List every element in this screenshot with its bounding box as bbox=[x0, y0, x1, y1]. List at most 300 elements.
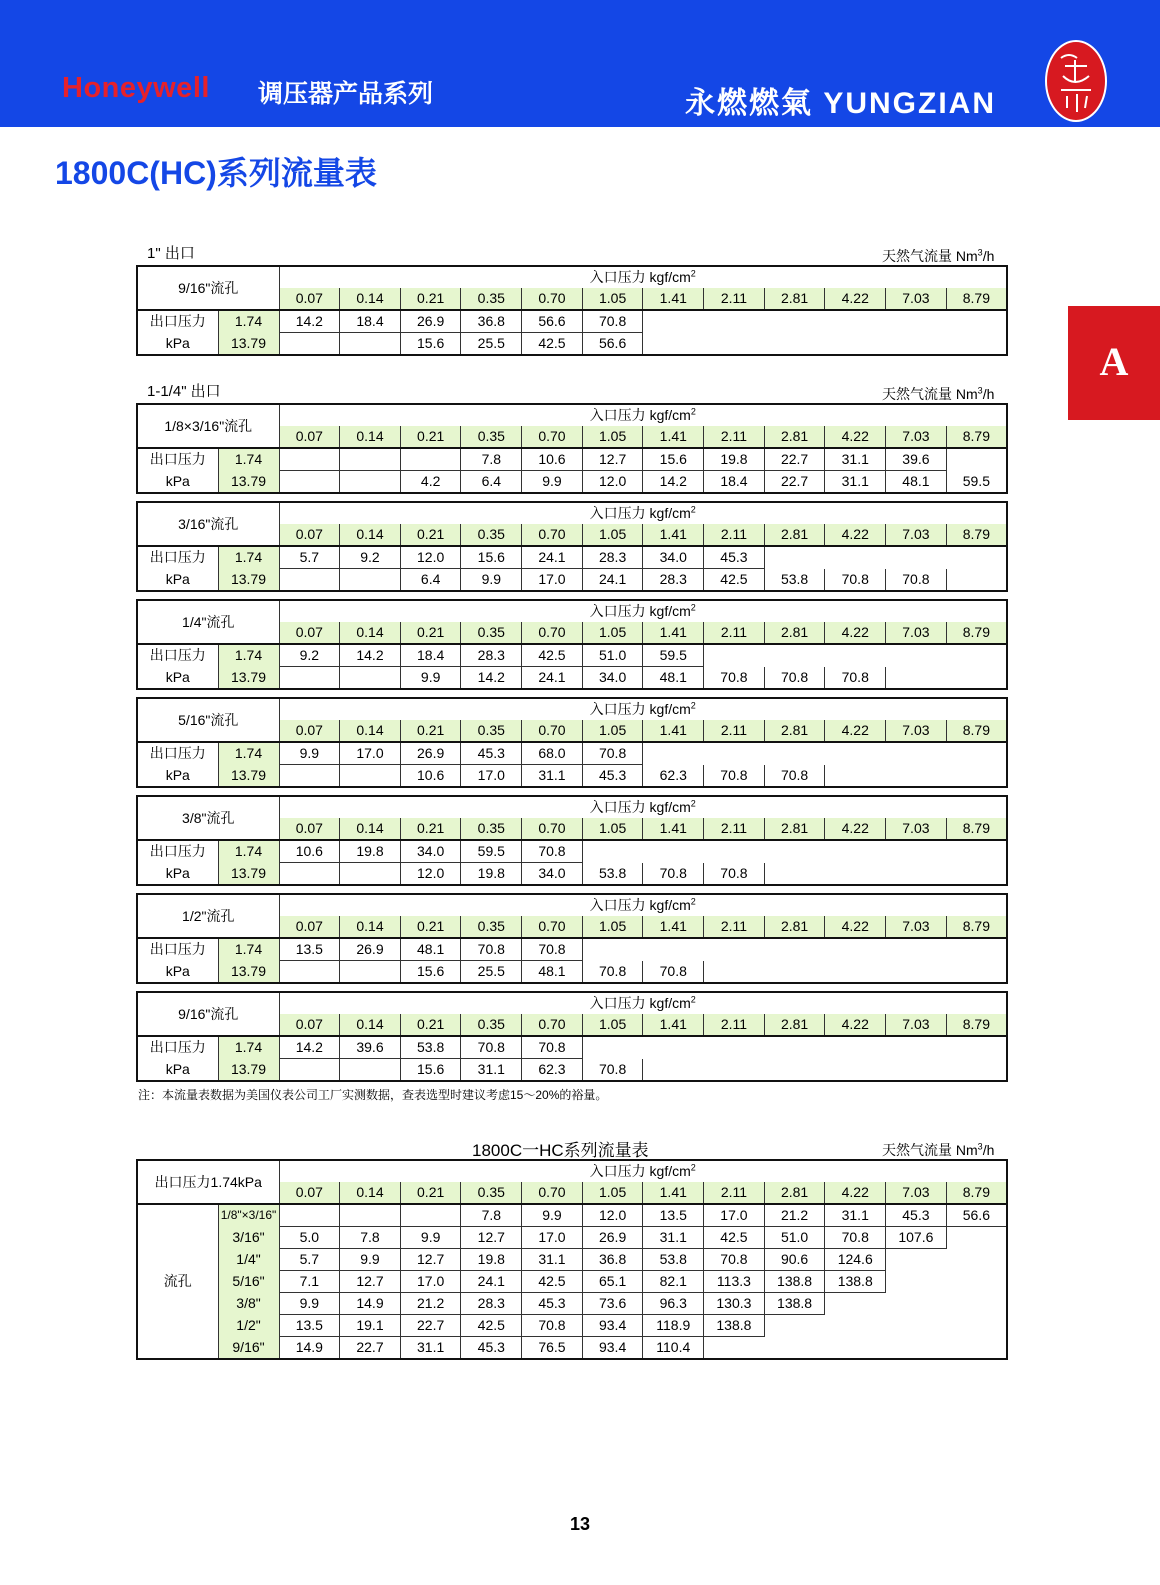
flow-value-cell: 59.5 bbox=[461, 840, 522, 863]
flow-value-cell: 70.8 bbox=[825, 1227, 886, 1249]
unit-tail: /h bbox=[982, 386, 995, 402]
unit-sup: 3 bbox=[977, 247, 983, 258]
flow-value-cell bbox=[946, 840, 1007, 863]
table-row bbox=[137, 644, 1007, 667]
flow-value-cell bbox=[825, 1293, 886, 1315]
inlet-pressure-value: 0.14 bbox=[340, 916, 401, 938]
flow-value-cell: 10.6 bbox=[522, 448, 583, 471]
unit-label bbox=[882, 246, 994, 266]
table-row bbox=[137, 938, 1007, 961]
orifice-side-label: 流孔 bbox=[137, 1204, 218, 1359]
flow-value-cell: 70.8 bbox=[522, 840, 583, 863]
unit-text: 天然气流量 Nm bbox=[882, 248, 978, 264]
flow-value-cell bbox=[704, 742, 765, 765]
flow-value-cell: 24.1 bbox=[522, 546, 583, 569]
header-row bbox=[137, 266, 1007, 288]
inlet-pressure-value: 1.05 bbox=[582, 1182, 643, 1204]
orifice-label: 1/4"流孔 bbox=[137, 600, 279, 644]
header-banner bbox=[0, 0, 1160, 127]
inlet-pressure-value: 1.05 bbox=[582, 288, 643, 310]
flow-value-cell: 9.9 bbox=[400, 667, 461, 690]
outlet-pressure-value: 13.79 bbox=[218, 569, 279, 592]
inlet-label-sup: 2 bbox=[690, 896, 696, 907]
flow-value-cell: 5.7 bbox=[279, 546, 340, 569]
flow-value-cell: 34.0 bbox=[643, 546, 704, 569]
flow-value-cell: 7.8 bbox=[461, 448, 522, 471]
inlet-pressure-value: 0.35 bbox=[461, 288, 522, 310]
flow-value-cell: 15.6 bbox=[461, 546, 522, 569]
table-row bbox=[137, 1271, 1007, 1293]
table-row bbox=[137, 471, 1007, 494]
inlet-pressure-label bbox=[279, 600, 1007, 622]
inlet-pressure-value: 4.22 bbox=[825, 622, 886, 644]
inlet-pressure-value: 2.81 bbox=[764, 818, 825, 840]
flow-value-cell bbox=[643, 1036, 704, 1059]
flow-value-cell bbox=[886, 742, 947, 765]
inlet-label-text: 入口压力 kgf/cm bbox=[589, 995, 691, 1011]
flow-value-cell: 42.5 bbox=[522, 333, 583, 356]
orifice-size: 1/2" bbox=[218, 1315, 279, 1337]
flow-value-cell: 12.7 bbox=[340, 1271, 401, 1293]
flow-value-cell: 19.8 bbox=[461, 863, 522, 886]
table-row bbox=[137, 448, 1007, 471]
inlet-label-text: 入口压力 kgf/cm bbox=[589, 505, 691, 521]
inlet-pressure-value: 0.21 bbox=[400, 524, 461, 546]
table-row bbox=[137, 863, 1007, 886]
orifice-label: 9/16"流孔 bbox=[137, 992, 279, 1036]
flow-value-cell bbox=[279, 569, 340, 592]
flow-value-cell bbox=[400, 1204, 461, 1227]
flow-value-cell: 14.9 bbox=[279, 1337, 340, 1360]
outlet-pressure-value: 13.79 bbox=[218, 863, 279, 886]
outlet-pressure-corner: 出口压力1.74kPa bbox=[137, 1160, 279, 1204]
outlet-pressure-label: 出口压力 bbox=[137, 742, 218, 765]
flow-value-cell: 9.9 bbox=[279, 742, 340, 765]
flow-value-cell: 51.0 bbox=[764, 1227, 825, 1249]
header-row bbox=[137, 600, 1007, 622]
flow-value-cell: 13.5 bbox=[643, 1204, 704, 1227]
orifice-size: 9/16" bbox=[218, 1337, 279, 1360]
inlet-pressure-value: 2.11 bbox=[704, 288, 765, 310]
inlet-pressure-value: 8.79 bbox=[946, 916, 1007, 938]
flow-value-cell: 65.1 bbox=[582, 1271, 643, 1293]
outlet-pressure-label: 出口压力 bbox=[137, 448, 218, 471]
inlet-label-text: 入口压力 kgf/cm bbox=[589, 269, 691, 285]
inlet-label-text: 入口压力 kgf/cm bbox=[589, 603, 691, 619]
flow-value-cell bbox=[764, 546, 825, 569]
inlet-pressure-value: 0.07 bbox=[279, 622, 340, 644]
flow-value-cell: 31.1 bbox=[522, 1249, 583, 1271]
inlet-pressure-value: 7.03 bbox=[886, 1014, 947, 1036]
company-name: 永燃燃氣 YUNGZIAN bbox=[685, 87, 996, 120]
outlet-pressure-value: 13.79 bbox=[218, 333, 279, 356]
flow-value-cell: 18.4 bbox=[704, 471, 765, 494]
flow-value-cell: 45.3 bbox=[461, 1337, 522, 1360]
flow-value-cell bbox=[886, 938, 947, 961]
flow-value-cell: 53.8 bbox=[643, 1249, 704, 1271]
flow-value-cell: 70.8 bbox=[582, 961, 643, 984]
flow-value-cell: 6.4 bbox=[400, 569, 461, 592]
inlet-pressure-value: 1.05 bbox=[582, 916, 643, 938]
inlet-label-sup: 2 bbox=[690, 602, 696, 613]
inlet-label-sup: 2 bbox=[690, 504, 696, 515]
flow-value-cell: 56.6 bbox=[582, 333, 643, 356]
flow-value-cell: 14.2 bbox=[279, 310, 340, 333]
flow-value-cell: 17.0 bbox=[400, 1271, 461, 1293]
flow-value-cell bbox=[825, 742, 886, 765]
table-row bbox=[137, 961, 1007, 984]
flow-value-cell: 70.8 bbox=[704, 667, 765, 690]
flow-value-cell bbox=[946, 1315, 1007, 1337]
flow-value-cell bbox=[582, 840, 643, 863]
flow-value-cell: 14.2 bbox=[279, 1036, 340, 1059]
flow-value-cell: 138.8 bbox=[764, 1293, 825, 1315]
page-number: 13 bbox=[569, 1514, 591, 1534]
inlet-label-sup: 2 bbox=[690, 798, 696, 809]
flow-value-cell: 138.8 bbox=[704, 1315, 765, 1337]
inlet-pressure-value: 7.03 bbox=[886, 524, 947, 546]
flow-value-cell bbox=[643, 310, 704, 333]
inlet-pressure-value: 0.70 bbox=[522, 288, 583, 310]
flow-value-cell: 48.1 bbox=[886, 471, 947, 494]
flow-value-cell bbox=[946, 1227, 1007, 1249]
inlet-pressure-value: 0.14 bbox=[340, 524, 401, 546]
flow-value-cell: 113.3 bbox=[704, 1271, 765, 1293]
section-label: 1-1/4" 出口 bbox=[147, 383, 221, 400]
flow-value-cell bbox=[582, 1036, 643, 1059]
inlet-pressure-value: 4.22 bbox=[825, 288, 886, 310]
flow-value-cell: 28.3 bbox=[461, 1293, 522, 1315]
flow-value-cell: 31.1 bbox=[825, 1204, 886, 1227]
flow-value-cell bbox=[946, 569, 1007, 592]
flow-value-cell bbox=[946, 863, 1007, 886]
inlet-label-sup: 2 bbox=[690, 268, 696, 279]
inlet-pressure-value: 1.41 bbox=[643, 916, 704, 938]
flow-value-cell bbox=[279, 448, 340, 471]
outlet-pressure-label: 出口压力 bbox=[137, 1036, 218, 1059]
inlet-pressure-label bbox=[279, 698, 1007, 720]
flow-value-cell: 48.1 bbox=[643, 667, 704, 690]
flow-value-cell: 10.6 bbox=[279, 840, 340, 863]
flow-table bbox=[136, 265, 1008, 356]
flow-value-cell bbox=[764, 1337, 825, 1360]
outlet-pressure-value: 13.79 bbox=[218, 667, 279, 690]
inlet-pressure-value: 8.79 bbox=[946, 622, 1007, 644]
inlet-pressure-value: 1.05 bbox=[582, 622, 643, 644]
flow-table bbox=[136, 991, 1008, 1082]
flow-value-cell: 5.7 bbox=[279, 1249, 340, 1271]
flow-value-cell bbox=[825, 310, 886, 333]
flow-value-cell: 70.8 bbox=[825, 569, 886, 592]
flow-value-cell: 68.0 bbox=[522, 742, 583, 765]
flow-value-cell: 9.9 bbox=[279, 1293, 340, 1315]
inlet-pressure-value: 2.81 bbox=[764, 524, 825, 546]
flow-value-cell: 45.3 bbox=[582, 765, 643, 788]
flow-value-cell bbox=[764, 333, 825, 356]
inlet-pressure-value: 4.22 bbox=[825, 916, 886, 938]
outlet-pressure-value: 1.74 bbox=[218, 644, 279, 667]
flow-value-cell bbox=[946, 448, 1007, 471]
flow-value-cell bbox=[825, 333, 886, 356]
inlet-pressure-value: 8.79 bbox=[946, 288, 1007, 310]
inlet-pressure-value: 1.41 bbox=[643, 818, 704, 840]
flow-table bbox=[136, 403, 1008, 494]
flow-value-cell bbox=[886, 863, 947, 886]
inlet-pressure-value: 2.81 bbox=[764, 916, 825, 938]
table-row bbox=[137, 667, 1007, 690]
flow-value-cell bbox=[946, 333, 1007, 356]
inlet-pressure-value: 0.07 bbox=[279, 1014, 340, 1036]
flow-value-cell: 34.0 bbox=[522, 863, 583, 886]
flow-value-cell: 73.6 bbox=[582, 1293, 643, 1315]
inlet-pressure-value: 0.21 bbox=[400, 720, 461, 742]
flow-table bbox=[136, 893, 1008, 984]
inlet-pressure-value: 0.07 bbox=[279, 524, 340, 546]
flow-value-cell: 124.6 bbox=[825, 1249, 886, 1271]
unit-label bbox=[882, 384, 994, 404]
inlet-pressure-value: 2.11 bbox=[704, 916, 765, 938]
table-row bbox=[137, 1204, 1007, 1227]
orifice-label: 9/16"流孔 bbox=[137, 266, 279, 310]
orifice-size: 3/8" bbox=[218, 1293, 279, 1315]
inlet-pressure-value: 7.03 bbox=[886, 916, 947, 938]
outlet-pressure-label: 出口压力 bbox=[137, 644, 218, 667]
flow-value-cell bbox=[704, 961, 765, 984]
inlet-label-text: 入口压力 kgf/cm bbox=[589, 897, 691, 913]
inlet-pressure-value: 8.79 bbox=[946, 524, 1007, 546]
header-row bbox=[137, 404, 1007, 426]
flow-value-cell: 26.9 bbox=[340, 938, 401, 961]
inlet-pressure-value: 2.81 bbox=[764, 1182, 825, 1204]
table-row bbox=[137, 1227, 1007, 1249]
inlet-pressure-value: 0.14 bbox=[340, 1182, 401, 1204]
unit-sup: 3 bbox=[977, 385, 983, 396]
inlet-pressure-value: 0.35 bbox=[461, 818, 522, 840]
summary-flow-table bbox=[136, 1159, 1008, 1360]
inlet-label-sup: 2 bbox=[690, 406, 696, 417]
brand-name: Honeywell bbox=[62, 72, 210, 104]
flow-value-cell: 70.8 bbox=[522, 1036, 583, 1059]
flow-value-cell bbox=[400, 448, 461, 471]
flow-value-cell bbox=[886, 1036, 947, 1059]
flow-value-cell bbox=[825, 1036, 886, 1059]
flow-value-cell: 118.9 bbox=[643, 1315, 704, 1337]
flow-value-cell bbox=[704, 333, 765, 356]
flow-value-cell: 107.6 bbox=[886, 1227, 947, 1249]
inlet-pressure-value: 4.22 bbox=[825, 1182, 886, 1204]
flow-value-cell bbox=[704, 1337, 765, 1360]
flow-value-cell: 53.8 bbox=[400, 1036, 461, 1059]
flow-value-cell bbox=[886, 765, 947, 788]
flow-table bbox=[136, 697, 1008, 788]
section-tab bbox=[1068, 306, 1160, 420]
flow-value-cell bbox=[704, 938, 765, 961]
inlet-pressure-value: 8.79 bbox=[946, 426, 1007, 448]
flow-value-cell bbox=[764, 1036, 825, 1059]
flow-value-cell: 17.0 bbox=[461, 765, 522, 788]
flow-value-cell: 5.0 bbox=[279, 1227, 340, 1249]
outlet-pressure-value: 13.79 bbox=[218, 471, 279, 494]
inlet-pressure-value: 1.41 bbox=[643, 1014, 704, 1036]
flow-value-cell: 24.1 bbox=[522, 667, 583, 690]
outlet-pressure-value: 1.74 bbox=[218, 1036, 279, 1059]
table-row bbox=[137, 1293, 1007, 1315]
flow-value-cell: 70.8 bbox=[704, 1249, 765, 1271]
flow-value-cell bbox=[340, 765, 401, 788]
table-row bbox=[137, 333, 1007, 356]
flow-value-cell: 12.0 bbox=[582, 1204, 643, 1227]
inlet-pressure-value: 1.05 bbox=[582, 426, 643, 448]
inlet-pressure-value: 2.81 bbox=[764, 622, 825, 644]
outlet-pressure-value: 13.79 bbox=[218, 1059, 279, 1082]
inlet-pressure-value: 0.70 bbox=[522, 720, 583, 742]
inlet-pressure-value: 1.41 bbox=[643, 524, 704, 546]
flow-value-cell: 12.7 bbox=[582, 448, 643, 471]
flow-value-cell: 70.8 bbox=[704, 765, 765, 788]
unit-tail: /h bbox=[982, 1142, 995, 1158]
flow-value-cell: 22.7 bbox=[340, 1337, 401, 1360]
flow-value-cell bbox=[886, 961, 947, 984]
flow-value-cell bbox=[946, 644, 1007, 667]
header-row bbox=[137, 502, 1007, 524]
flow-value-cell bbox=[340, 1204, 401, 1227]
flow-value-cell: 25.5 bbox=[461, 333, 522, 356]
flow-value-cell: 12.7 bbox=[461, 1227, 522, 1249]
inlet-pressure-value: 2.11 bbox=[704, 426, 765, 448]
flow-value-cell bbox=[886, 667, 947, 690]
flow-value-cell bbox=[704, 644, 765, 667]
flow-value-cell bbox=[764, 1059, 825, 1082]
inlet-pressure-label bbox=[279, 502, 1007, 524]
flow-value-cell: 39.6 bbox=[886, 448, 947, 471]
unit-text: 天然气流量 Nm bbox=[882, 1142, 978, 1158]
flow-value-cell: 24.1 bbox=[582, 569, 643, 592]
flow-value-cell bbox=[279, 333, 340, 356]
inlet-pressure-value: 2.81 bbox=[764, 1014, 825, 1036]
flow-value-cell bbox=[279, 961, 340, 984]
flow-value-cell bbox=[279, 765, 340, 788]
flow-value-cell: 45.3 bbox=[461, 742, 522, 765]
flow-value-cell: 6.4 bbox=[461, 471, 522, 494]
flow-value-cell: 110.4 bbox=[643, 1337, 704, 1360]
flow-value-cell bbox=[886, 840, 947, 863]
flow-value-cell: 17.0 bbox=[522, 1227, 583, 1249]
flow-value-cell bbox=[582, 938, 643, 961]
outlet-pressure-label: 出口压力 bbox=[137, 840, 218, 863]
outlet-pressure-label: kPa bbox=[137, 1059, 218, 1082]
outlet-pressure-label: 出口压力 bbox=[137, 546, 218, 569]
flow-value-cell: 70.8 bbox=[461, 1036, 522, 1059]
flow-value-cell bbox=[886, 644, 947, 667]
flow-value-cell: 62.3 bbox=[643, 765, 704, 788]
flow-value-cell bbox=[946, 1036, 1007, 1059]
inlet-label-sup: 2 bbox=[690, 1162, 696, 1173]
flow-value-cell: 34.0 bbox=[400, 840, 461, 863]
flow-value-cell bbox=[825, 1337, 886, 1360]
inlet-pressure-value: 8.79 bbox=[946, 1182, 1007, 1204]
inlet-pressure-value: 4.22 bbox=[825, 720, 886, 742]
table-row bbox=[137, 1315, 1007, 1337]
flow-value-cell bbox=[340, 471, 401, 494]
flow-value-cell bbox=[764, 742, 825, 765]
flow-value-cell bbox=[946, 742, 1007, 765]
flow-value-cell bbox=[764, 863, 825, 886]
inlet-pressure-value: 1.05 bbox=[582, 818, 643, 840]
flow-value-cell bbox=[340, 333, 401, 356]
flow-value-cell bbox=[946, 1293, 1007, 1315]
flow-value-cell bbox=[764, 310, 825, 333]
inlet-label-text: 入口压力 kgf/cm bbox=[589, 701, 691, 717]
inlet-pressure-label bbox=[279, 894, 1007, 916]
inlet-pressure-value: 1.05 bbox=[582, 1014, 643, 1036]
inlet-pressure-value: 0.70 bbox=[522, 524, 583, 546]
flow-value-cell: 130.3 bbox=[704, 1293, 765, 1315]
flow-value-cell: 70.8 bbox=[886, 569, 947, 592]
flow-value-cell: 70.8 bbox=[704, 863, 765, 886]
inlet-pressure-value: 4.22 bbox=[825, 1014, 886, 1036]
orifice-label: 1/8×3/16"流孔 bbox=[137, 404, 279, 448]
outlet-pressure-label: kPa bbox=[137, 333, 218, 356]
flow-value-cell: 53.8 bbox=[582, 863, 643, 886]
flow-value-cell bbox=[886, 1271, 947, 1293]
inlet-pressure-value: 0.14 bbox=[340, 818, 401, 840]
unit-tail: /h bbox=[982, 248, 995, 264]
flow-value-cell: 14.9 bbox=[340, 1293, 401, 1315]
flow-value-cell bbox=[825, 840, 886, 863]
flow-value-cell: 4.2 bbox=[400, 471, 461, 494]
flow-value-cell: 7.8 bbox=[461, 1204, 522, 1227]
flow-value-cell bbox=[340, 667, 401, 690]
inlet-pressure-value: 8.79 bbox=[946, 1014, 1007, 1036]
flow-value-cell bbox=[946, 546, 1007, 569]
flow-value-cell: 31.1 bbox=[400, 1337, 461, 1360]
flow-value-cell bbox=[764, 961, 825, 984]
flow-value-cell: 31.1 bbox=[825, 471, 886, 494]
flow-value-cell: 21.2 bbox=[764, 1204, 825, 1227]
inlet-pressure-value: 0.21 bbox=[400, 426, 461, 448]
flow-value-cell: 28.3 bbox=[643, 569, 704, 592]
flow-value-cell: 42.5 bbox=[461, 1315, 522, 1337]
flow-value-cell: 34.0 bbox=[582, 667, 643, 690]
flow-value-cell bbox=[279, 863, 340, 886]
outlet-pressure-label: kPa bbox=[137, 667, 218, 690]
outlet-pressure-value: 13.79 bbox=[218, 961, 279, 984]
flow-value-cell bbox=[825, 1315, 886, 1337]
inlet-pressure-value: 8.79 bbox=[946, 720, 1007, 742]
section-tab-letter: A bbox=[1099, 339, 1129, 384]
table-row bbox=[137, 1337, 1007, 1360]
outlet-pressure-label: kPa bbox=[137, 863, 218, 886]
flow-value-cell: 9.2 bbox=[279, 644, 340, 667]
flow-value-cell: 26.9 bbox=[400, 742, 461, 765]
flow-value-cell bbox=[279, 1059, 340, 1082]
flow-value-cell bbox=[886, 1337, 947, 1360]
inlet-pressure-value: 0.70 bbox=[522, 916, 583, 938]
flow-value-cell bbox=[704, 1036, 765, 1059]
flow-value-cell bbox=[643, 742, 704, 765]
flow-value-cell: 45.3 bbox=[704, 546, 765, 569]
orifice-size: 3/16" bbox=[218, 1227, 279, 1249]
flow-value-cell: 45.3 bbox=[522, 1293, 583, 1315]
flow-value-cell: 19.1 bbox=[340, 1315, 401, 1337]
flow-value-cell: 24.1 bbox=[461, 1271, 522, 1293]
inlet-pressure-label bbox=[279, 992, 1007, 1014]
inlet-pressure-value: 0.07 bbox=[279, 426, 340, 448]
flow-value-cell: 93.4 bbox=[582, 1337, 643, 1360]
inlet-pressure-value: 1.05 bbox=[582, 524, 643, 546]
flow-value-cell: 13.5 bbox=[279, 938, 340, 961]
flow-value-cell: 25.5 bbox=[461, 961, 522, 984]
